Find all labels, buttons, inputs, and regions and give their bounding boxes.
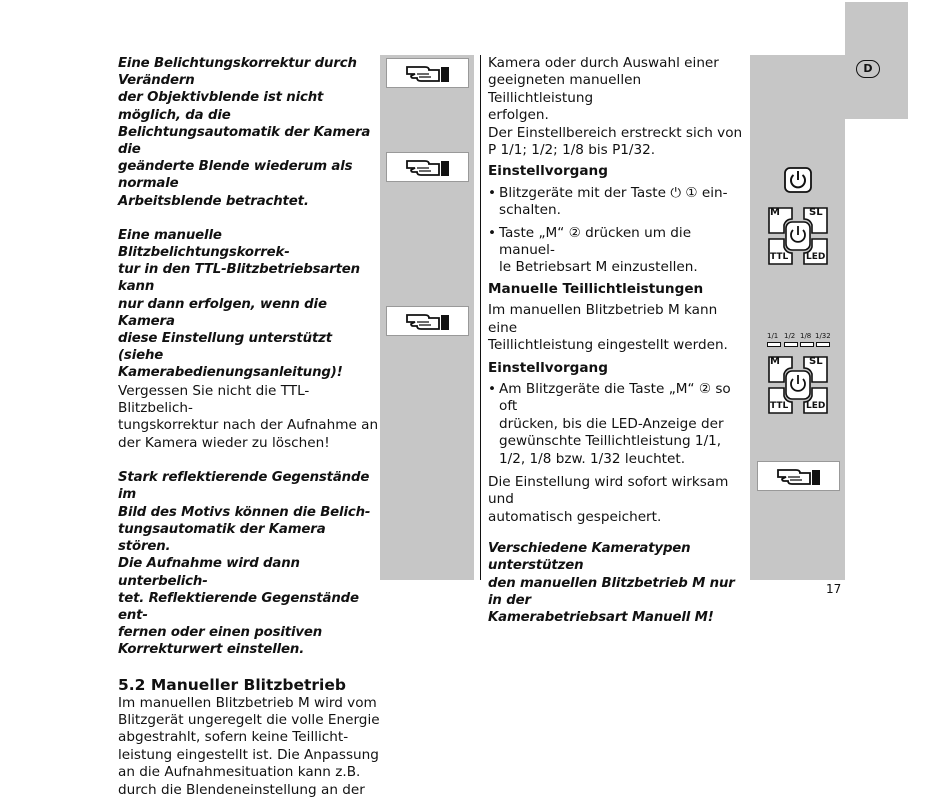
- note-text-2: Eine manuelle Blitzbelichtungskorrek- tur in den TTL-Blitzbetriebsarten kann nur dann erfolgen, wenn die Kamera diese Einstellung unterstützt (siehe Kamerabedienungsanleitung)!: [118, 227, 360, 381]
- btn-sl-label: SL: [809, 207, 823, 218]
- led-label: 1/8: [800, 332, 812, 340]
- led-label: 1/2: [784, 332, 796, 340]
- control-panel-2: [766, 354, 830, 416]
- btn-sl-label: SL: [809, 356, 823, 367]
- led-label: 1/32: [815, 332, 831, 340]
- led-bar: [784, 342, 798, 347]
- right-margin-bar: [750, 55, 845, 580]
- paragraph-ttl-reset: Vergessen Sie nicht die TTL-Blitzbelich- tungskorrektur nach der Aufnahme an der Kamera wieder zu löschen!: [118, 382, 379, 451]
- paragraph-teillicht: Im manuellen Blitzbetrieb M kann eine Teillichtleistung eingestellt werden.: [488, 302, 728, 354]
- note-box-1: [386, 58, 469, 88]
- btn-m-label: M: [770, 356, 780, 367]
- subheading-einstellvorgang-2: Einstellvorgang: [488, 359, 608, 376]
- paragraph-saved: Die Einstellung wird sofort wirksam und automatisch gespeichert.: [488, 473, 729, 525]
- note-box-4: [757, 461, 840, 491]
- led-bar: [767, 342, 781, 347]
- btn-ttl-label: TTL: [770, 252, 789, 262]
- note-text-4: Verschiedene Kameratypen unterstützen den manuellen Blitzbetrieb M nur in der Kamerabetriebsart Manuell M!: [488, 541, 735, 625]
- page-number: 17: [826, 582, 842, 596]
- paragraph-continued: Kamera oder durch Auswahl einer geeigneten manuellen Teillichtleistung erfolgen. Der Einstellbereich erstreckt sich von P 1/1; 1/2; 1/8 bis P1/32.: [488, 55, 743, 159]
- left-column: [118, 55, 380, 799]
- hand-pointing-note-icon: [774, 465, 824, 487]
- language-badge: D: [856, 60, 880, 78]
- subheading-teillicht: Manuelle Teillichtleistungen: [488, 280, 704, 297]
- note-box-2: [386, 152, 469, 182]
- language-tab: [845, 2, 908, 119]
- note-text-1: Eine Belichtungskorrektur durch Verändern der Objektivblende ist nicht möglich, da die Belichtungsautomatik der Kamera die geänderte Blende wiederum als normale Arbeitsblende betrachtet.: [118, 56, 371, 209]
- btn-ttl-label: TTL: [770, 401, 789, 411]
- subheading-einstellvorgang: Einstellvorgang: [488, 163, 608, 180]
- control-panel-1: [766, 205, 830, 267]
- paragraph-manual-mode: Im manuellen Blitzbetrieb M wird vom Blitzgerät ungeregelt die volle Energie abgestrahlt, sofern keine Teillicht- leistung eingestellt ist. Die Anpassung an die Aufnahmesituation kann z.B. durch die Blendeneinstellung an der: [118, 694, 380, 798]
- bullet-power-on: • Blitzgeräte mit der Taste ⏻ ① ein- schalten.: [488, 184, 728, 219]
- column-divider: [480, 55, 481, 580]
- section-heading: 5.2 Manueller Blitzbetrieb: [118, 675, 346, 694]
- bullet-press-m-repeat: • Am Blitzgeräte die Taste „M“ ② so oft drücken, bis die LED-Anzeige der gewünschte Teillichtleistung 1/1, 1/2, 1/8 bzw. 1/32 leuchtet.: [488, 380, 731, 467]
- btn-led-label: LED: [806, 252, 826, 262]
- hand-pointing-note-icon: [403, 156, 453, 178]
- led-bar: [816, 342, 830, 347]
- led-label: 1/1: [767, 332, 779, 340]
- hand-pointing-note-icon: [403, 62, 453, 84]
- hand-pointing-note-icon: [403, 310, 453, 332]
- note-text-3: Stark reflektierende Gegenstände im Bild des Motivs können die Belich- tungsautomatik der Kamera stören. Die Aufnahme wird dann unterbelich- tet. Reflektierende Gegenstände ent- fernen oder einen positiven Korrekturwert einstellen.: [118, 470, 371, 658]
- note-box-3: [386, 306, 469, 336]
- btn-led-label: LED: [806, 401, 826, 411]
- bullet-press-m: • Taste „M“ ② drücken um die manuel- le Betriebsart M einzustellen.: [488, 224, 698, 276]
- btn-m-label: M: [770, 207, 780, 218]
- right-column: [488, 55, 750, 626]
- led-bar: [800, 342, 814, 347]
- led-indicator-row: [766, 332, 832, 350]
- power-button-diagram: [783, 166, 813, 194]
